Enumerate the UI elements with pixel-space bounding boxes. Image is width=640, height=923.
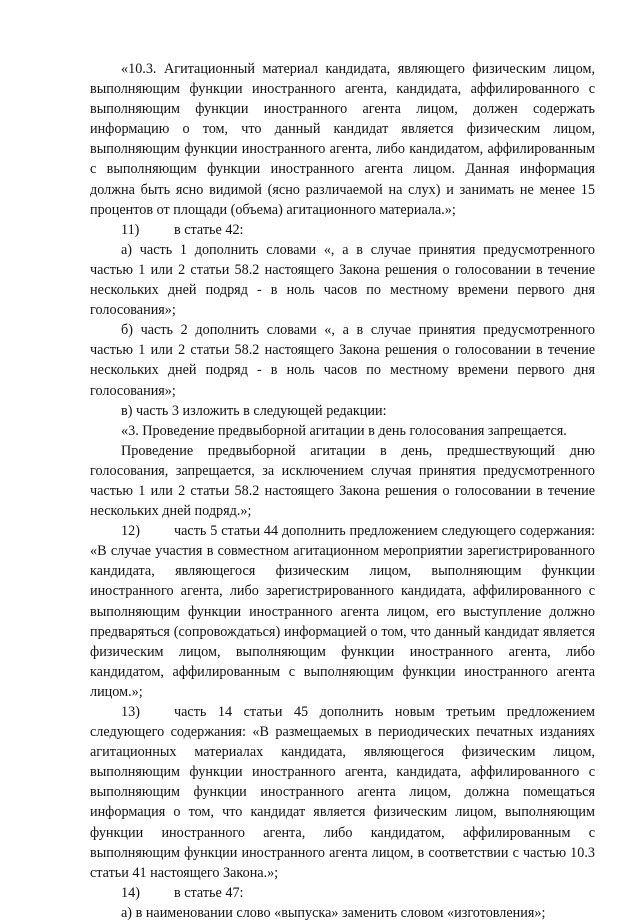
paragraph-10-3: «10.3. Агитационный материал кандидата, являющего физическим лицом, выполняющим функции иностранного агента, кандидата, аффилированного с выполняющим функции иностранного агента лицом, должен содержать информацию о том, что данный кандидат является физическим лицом, выполняющим функции иностранного агента, либо кандидатом, аффилированным с выполняющим функции иностранного агента лицом. Данная информация должна быть ясно видимой (ясно различаемой на слух) и занимать не менее 15 процентов от площади (объема) агитационного материала.»; [90, 61, 595, 218]
item-text: в статье 42: [174, 221, 244, 238]
item-12 [90, 521, 595, 702]
item-text: часть 5 статьи 44 дополнить предложением следующего содержания: «В случае участия в совместном агитационном мероприятии зарегистрированного кандидата, являющегося физическим лицом, выполняющим функции иностранного агента, либо зарегистрированного кандидата, аффилированного с выполняющим функции иностранного агента лицом, его выступление должно предваряться (сопровождаться) информацией о том, что данный кандидат является физическим лицом, выполняющим функции иностранного агента, либо кандидатом, аффилированным с выполняющим функции иностранного агента лицом.»; [90, 523, 595, 700]
paragraph-part-3-continued: Проведение предвыборной агитации в день, предшествующий дню голосования, запрещается, за исключением случая принятия предусмотренного частью 1 или 2 статьи 58.2 настоящего Закона решения о голосовании в течение нескольких дней подряд.»; [90, 442, 595, 520]
item-13 [90, 702, 595, 883]
item-11-heading [90, 220, 595, 240]
paragraph-11-a: а) часть 1 дополнить словами «, а в случае принятия предусмотренного частью 1 или 2 статьи 58.2 настоящего Закона решения о голосовании в течение нескольких дней подряд - в ноль часов по местному времени первого дня голосования»; [90, 241, 595, 319]
item-number: 11) [121, 221, 140, 238]
paragraph-14-a: а) в наименовании слово «выпуска» заменить словом «изготовления»; [121, 904, 546, 921]
paragraph-part-3: «3. Проведение предвыборной агитации в день голосования запрещается. [121, 422, 567, 439]
item-number: 13) [121, 704, 140, 720]
item-text: в статье 47: [174, 884, 244, 901]
item-number: 12) [121, 523, 140, 540]
item-text: часть 14 статьи 45 дополнить новым третьим предложением следующего содержания: «В размещаемых в периодических печатных изданиях агитационных материалах кандидата, являющегося физическим лицом, выполняющим функции иностранного агента, кандидата, аффилированного с выполняющим функции иностранного агента лицом, должна помещаться информация о том, что кандидат является физическим лицом, выполняющим функции иностранного агента, либо кандидатом, аффилированным с выполняющим функции иностранного агента лицом, в соответствии с частью 10.3 статьи 41 настоящего Закона.»; [90, 704, 595, 881]
paragraph-11-b: б) часть 2 дополнить словами «, а в случае принятия предусмотренного частью 1 или 2 статьи 58.2 настоящего Закона решения о голосовании в течение нескольких дней подряд - в ноль часов по местному времени первого дня голосования»; [90, 322, 595, 399]
item-14-heading [90, 883, 595, 903]
document-page [90, 59, 595, 923]
paragraph-11-v: в) часть 3 изложить в следующей редакции: [121, 402, 387, 419]
item-number: 14) [121, 884, 140, 901]
